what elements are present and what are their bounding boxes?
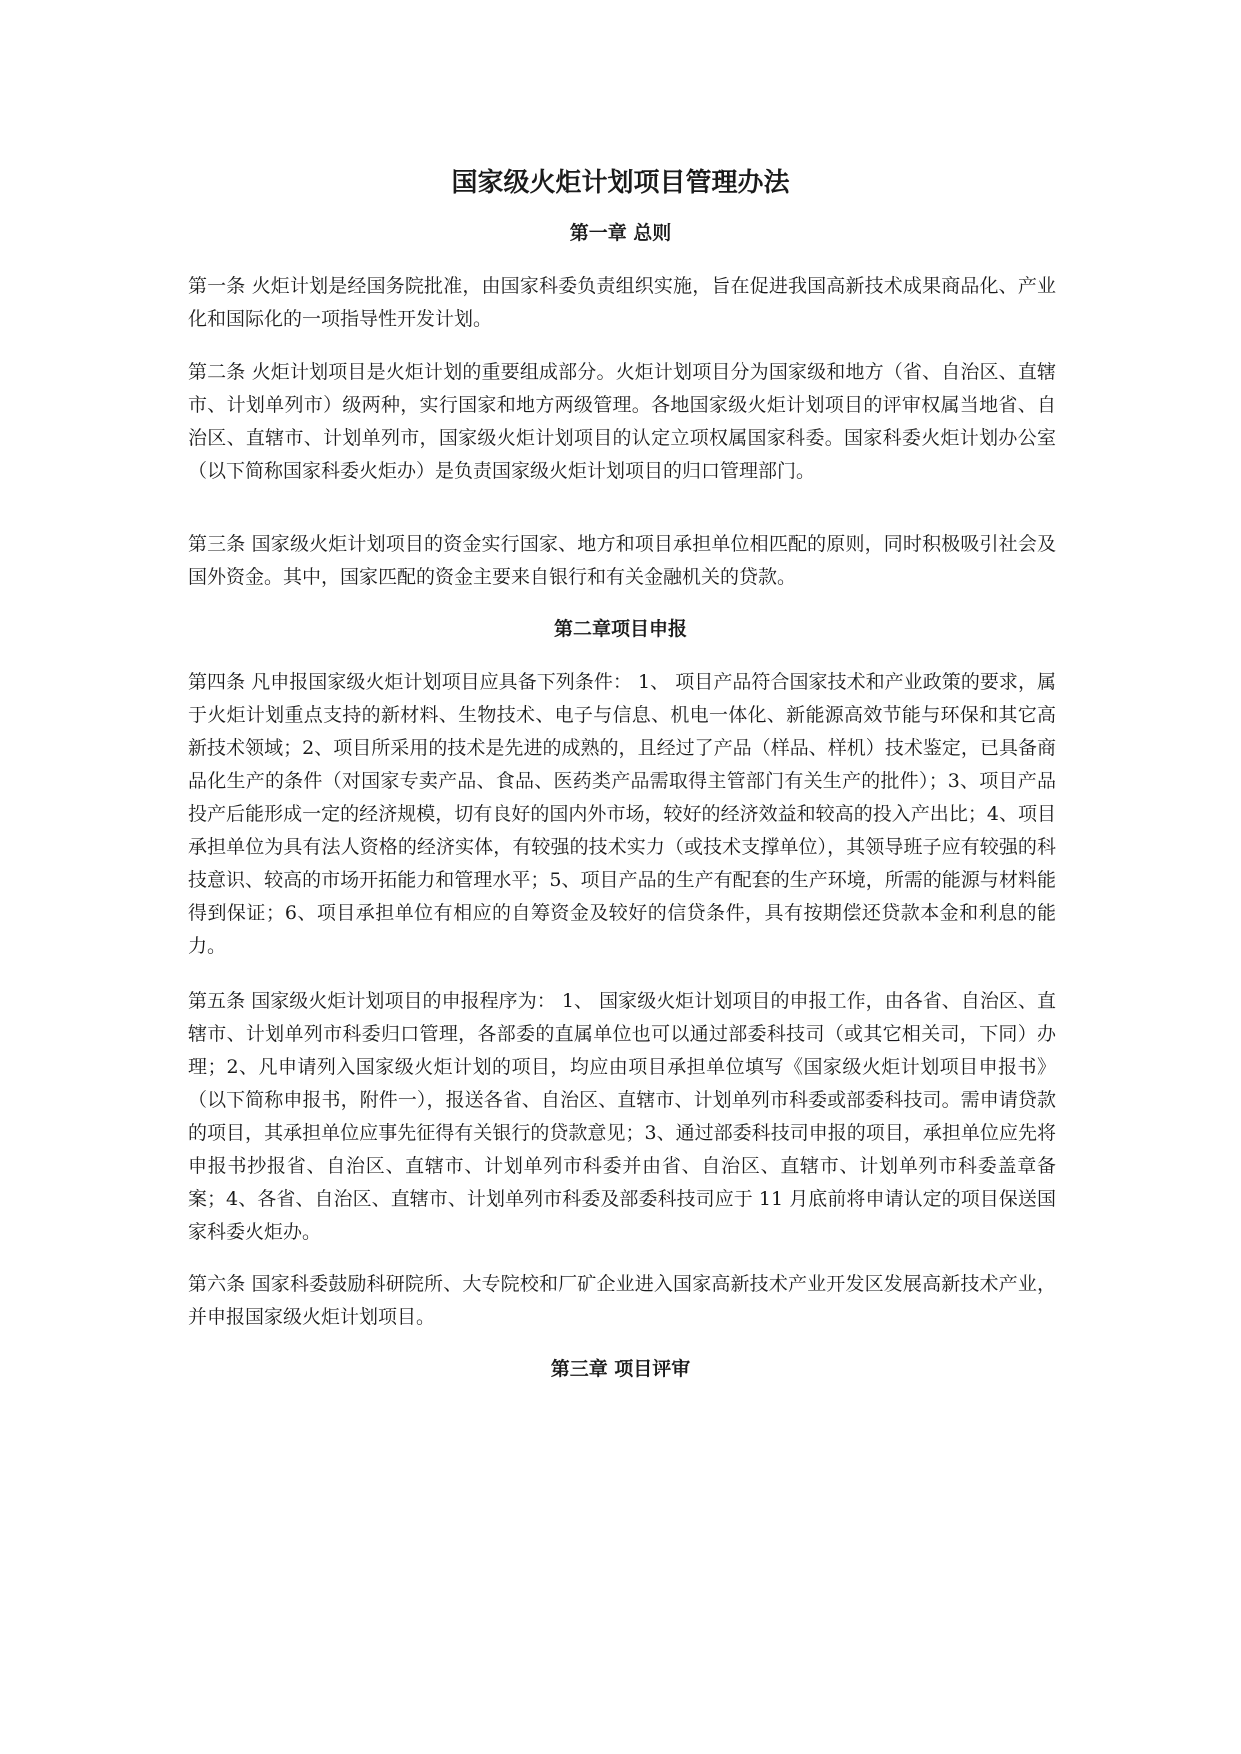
chapter-3-heading: 第三章 项目评审 [550, 1358, 691, 1380]
chapter-1-heading: 第一章 总则 [569, 222, 672, 244]
article-6: 第六条 国家科委鼓励科研院所、大专院校和厂矿企业进入国家高新技术产业开发区发展高新技术产业，并申报国家级火炬计划项目。 [188, 1273, 1056, 1328]
article-1: 第一条 火炬计划是经国务院批准，由国家科委负责组织实施，旨在促进我国高新技术成果商品化、产业化和国际化的一项指导性开发计划。 [188, 275, 1056, 330]
article-2: 第二条 火炬计划项目是火炬计划的重要组成部分。火炬计划项目分为国家级和地方（省、自治区、直辖市、计划单列市）级两种，实行国家和地方两级管理。各地国家级火炬计划项目的评审权属当地省、自治区、直辖市、计划单列市，国家级火炬计划项目的认定立项权属国家科委。国家科委火炬计划办公室（以下简称国家科委火炬办）是负责国家级火炬计划项目的归口管理部门。 [188, 361, 1056, 482]
document-title: 国家级火炬计划项目管理办法 [451, 168, 790, 198]
chapter-2-heading: 第二章项目申报 [553, 618, 687, 640]
article-5: 第五条 国家级火炬计划项目的申报程序为： 1、 国家级火炬计划项目的申报工作，由各省、自治区、直辖市、计划单列市科委归口管理，各部委的直属单位也可以通过部委科技司（或其它相关司，下同）办理；2、凡申请列入国家级火炬计划的项目，均应由项目承担单位填写《国家级火炬计划项目申报书》（以下简称申报书，附件一），报送各省、自治区、直辖市、计划单列市科委或部委科技司。需申请贷款的项目，其承担单位应事先征得有关银行的贷款意见；3、通过部委科技司申报的项目，承担单位应先将申报书抄报省、自治区、直辖市、计划单列市科委并由省、自治区、直辖市、计划单列市科委盖章备案；4、各省、自治区、直辖市、计划单列市科委及部委科技司应于 11 月底前将申请认定的项目保送国家科委火炬办。 [188, 990, 1056, 1243]
article-4: 第四条 凡申报国家级火炬计划项目应具备下列条件： 1、 项目产品符合国家技术和产业政策的要求，属于火炬计划重点支持的新材料、生物技术、电子与信息、机电一体化、新能源高效节能与环保和其它高新技术领域；2、项目所采用的技术是先进的成熟的，且经过了产品（样品、样机）技术鉴定，已具备商品化生产的条件（对国家专卖产品、食品、医药类产品需取得主管部门有关生产的批件）；3、项目产品投产后能形成一定的经济规模，切有良好的国内外市场，较好的经济效益和较高的投入产出比；4、项目承担单位为具有法人资格的经济实体，有较强的技术实力（或技术支撑单位），其领导班子应有较强的科技意识、较高的市场开拓能力和管理水平；5、项目产品的生产有配套的生产环境，所需的能源与材料能得到保证；6、项目承担单位有相应的自筹资金及较好的信贷条件，具有按期偿还贷款本金和利息的能力。 [188, 671, 1056, 957]
article-3: 第三条 国家级火炬计划项目的资金实行国家、地方和项目承担单位相匹配的原则，同时积极吸引社会及国外资金。其中，国家匹配的资金主要来自银行和有关金融机关的贷款。 [188, 533, 1056, 588]
